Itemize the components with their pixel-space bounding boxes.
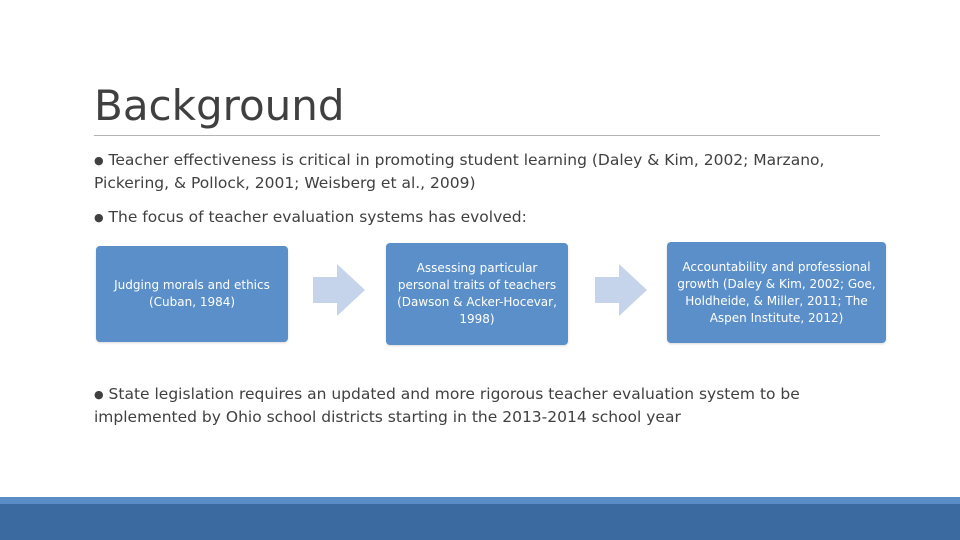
slide-title: Background [94, 81, 345, 130]
bullet-text: Teacher effectiveness is critical in promoting student learning (Daley & Kim, 2002; Marzano, Pickering, & Pollock, 2001; Weisberg et al., 2009) [94, 151, 825, 192]
bullet-dot-icon: ● [94, 154, 104, 167]
footer-band [0, 504, 960, 540]
right-arrow-icon [311, 262, 367, 318]
bullet-teacher-effectiveness [94, 149, 884, 194]
process-step-traits [386, 243, 568, 345]
footer-accent-band [0, 497, 960, 504]
process-step-label: Judging morals and ethics (Cuban, 1984) [114, 278, 270, 309]
bullet-dot-icon: ● [94, 211, 104, 224]
bullet-text: State legislation requires an updated and more rigorous teacher evaluation system to be implemented by Ohio school districts starting in the 2013-2014 school year [94, 385, 800, 426]
right-arrow-icon [593, 262, 649, 318]
process-step-label: Accountability and professional growth (Daley & Kim, 2002; Goe, Holdheide, & Miller, 2011; The Aspen Institute, 2012) [677, 259, 876, 325]
title-divider [94, 135, 880, 136]
process-step-morals [96, 246, 288, 342]
bullet-text: The focus of teacher evaluation systems has evolved: [108, 208, 527, 226]
bullet-dot-icon: ● [94, 388, 104, 401]
process-step-label: Assessing particular personal traits of teachers (Dawson & Acker-Hocevar, 1998) [397, 261, 557, 326]
process-step-accountability [667, 242, 886, 343]
bullet-evaluation-focus [94, 206, 884, 229]
bullet-state-legislation [94, 383, 884, 428]
